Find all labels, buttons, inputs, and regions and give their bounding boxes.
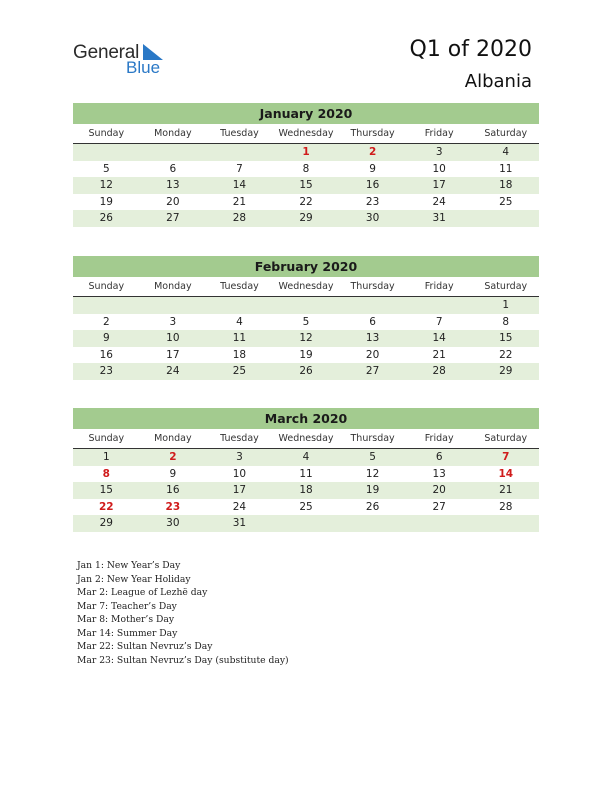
weekday-label: Tuesday — [220, 128, 259, 139]
holiday-entry: Mar 8: Mother’s Day — [77, 614, 175, 625]
day-cell: 11 — [299, 467, 313, 480]
day-cell: 9 — [369, 162, 376, 175]
day-cell: 27 — [432, 500, 446, 513]
week-row — [73, 177, 539, 194]
day-cell: 25 — [232, 365, 247, 378]
weekday-label: Wednesday — [278, 281, 334, 292]
day-cell: 1 — [502, 299, 510, 311]
holiday-entry: Mar 14: Summer Day — [77, 627, 178, 639]
day-cell: 10 — [232, 467, 247, 480]
day-cell: 18 — [499, 179, 513, 192]
day-cell: 28 — [232, 212, 247, 225]
empty-day-cell — [140, 144, 207, 161]
day-cell: 19 — [299, 348, 313, 361]
day-cell: 16 — [166, 484, 180, 497]
day-cell: 13 — [432, 467, 446, 480]
empty-day-cell — [273, 515, 340, 532]
day-cell: 30 — [166, 517, 180, 530]
day-cell: 3 — [435, 146, 443, 158]
empty-day-cell — [206, 144, 273, 161]
weekday-label: Friday — [424, 281, 454, 292]
logo-text-blue: Blue — [126, 58, 161, 77]
holiday-entry: Mar 23: Sultan Nevruz’s Day (substitute day) — [77, 654, 289, 666]
day-cell: 5 — [369, 451, 376, 463]
week-row — [73, 499, 539, 516]
day-cell: 19 — [365, 484, 380, 497]
day-cell: 12 — [299, 332, 313, 345]
logo-text-general: General — [73, 42, 140, 63]
day-cell: 12 — [365, 467, 380, 480]
day-cell: 21 — [232, 195, 247, 208]
day-cell: 10 — [166, 332, 180, 345]
week-row — [73, 330, 539, 347]
day-cell: 22 — [299, 195, 313, 208]
day-cell: 2 — [102, 315, 110, 328]
weekday-label: Sunday — [88, 128, 125, 139]
day-cell: 13 — [166, 179, 180, 192]
weekday-label: Saturday — [484, 281, 528, 292]
day-cell: 1 — [102, 451, 110, 463]
day-cell: 17 — [232, 484, 247, 497]
weekday-label: Saturday — [484, 128, 528, 139]
weekday-label: Monday — [154, 433, 192, 444]
week-row — [73, 449, 539, 466]
month-title: March 2020 — [73, 408, 539, 429]
day-cell: 8 — [102, 467, 110, 480]
week-row — [73, 482, 539, 499]
weekday-label: Tuesday — [220, 433, 259, 444]
day-cell: 4 — [236, 315, 243, 328]
day-cell: 27 — [365, 365, 380, 378]
day-cell: 24 — [432, 195, 446, 208]
day-cell: 2 — [368, 146, 377, 158]
day-cell: 14 — [232, 179, 247, 192]
day-cell: 30 — [365, 212, 380, 225]
weekday-label: Thursday — [350, 433, 395, 444]
week-row — [73, 297, 539, 314]
day-cell: 26 — [99, 212, 113, 225]
day-cell: 27 — [166, 212, 180, 225]
weekday-header-row — [73, 429, 539, 449]
day-cell: 8 — [502, 315, 510, 328]
day-cell: 17 — [166, 348, 180, 361]
week-row — [73, 515, 539, 532]
day-cell: 13 — [365, 332, 380, 345]
day-cell: 15 — [499, 332, 513, 345]
weekday-label: Thursday — [350, 281, 395, 292]
day-cell: 23 — [165, 500, 181, 513]
day-cell: 7 — [435, 315, 443, 328]
week-row — [73, 210, 539, 227]
holiday-entry: Jan 2: New Year Holiday — [77, 573, 191, 585]
month-title: January 2020 — [73, 103, 539, 124]
month-title: February 2020 — [73, 256, 539, 277]
empty-day-cell — [273, 297, 340, 314]
week-row — [73, 314, 539, 331]
day-cell: 29 — [99, 517, 113, 530]
day-cell: 5 — [302, 315, 310, 328]
holiday-entry: Mar 22: Sultan Nevruz’s Day — [77, 641, 213, 652]
weekday-label: Wednesday — [278, 128, 334, 139]
week-row — [73, 194, 539, 211]
empty-day-cell — [140, 297, 207, 314]
day-cell: 24 — [166, 365, 180, 378]
day-cell: 21 — [432, 348, 446, 361]
day-cell: 22 — [98, 500, 114, 513]
day-cell: 16 — [365, 179, 380, 192]
day-cell: 21 — [499, 484, 513, 497]
day-cell: 28 — [499, 500, 513, 513]
weekday-label: Wednesday — [278, 433, 334, 444]
day-cell: 6 — [169, 162, 177, 175]
weekday-label: Monday — [154, 128, 192, 139]
day-cell: 25 — [499, 195, 513, 208]
weekday-label: Sunday — [88, 433, 125, 444]
empty-day-cell — [472, 515, 539, 532]
weekday-label: Monday — [154, 281, 192, 292]
day-cell: 9 — [169, 467, 177, 480]
day-cell: 28 — [432, 365, 446, 378]
day-cell: 20 — [432, 484, 446, 497]
day-cell: 3 — [236, 451, 243, 463]
day-cell: 10 — [432, 162, 446, 175]
week-row — [73, 161, 539, 178]
empty-day-cell — [339, 515, 406, 532]
weekday-label: Friday — [424, 433, 454, 444]
day-cell: 9 — [102, 332, 110, 345]
weekday-header-row — [73, 124, 539, 144]
day-cell: 5 — [102, 162, 110, 175]
day-cell: 19 — [99, 195, 113, 208]
week-row — [73, 363, 539, 380]
day-cell: 15 — [299, 179, 313, 192]
day-cell: 23 — [99, 365, 113, 378]
empty-day-cell — [472, 210, 539, 227]
day-cell: 24 — [232, 500, 247, 513]
day-cell: 26 — [365, 500, 380, 513]
country-name: Albania — [464, 71, 532, 92]
empty-day-cell — [73, 144, 140, 161]
empty-day-cell — [73, 297, 140, 314]
empty-day-cell — [339, 297, 406, 314]
day-cell: 14 — [498, 467, 514, 480]
month-calendar-march — [73, 408, 539, 532]
empty-day-cell — [406, 297, 473, 314]
day-cell: 11 — [499, 162, 513, 175]
day-cell: 3 — [169, 315, 177, 328]
month-calendar-february — [73, 256, 539, 380]
day-cell: 26 — [299, 365, 313, 378]
empty-day-cell — [406, 515, 473, 532]
holiday-entry: Mar 2: League of Lezhë day — [77, 587, 208, 598]
week-row — [73, 466, 539, 483]
day-cell: 17 — [432, 179, 446, 192]
day-cell: 1 — [302, 146, 310, 158]
holiday-list — [77, 559, 289, 667]
brand-logo — [73, 42, 183, 82]
day-cell: 8 — [302, 162, 310, 175]
day-cell: 12 — [99, 179, 113, 192]
page-title: Q1 of 2020 — [409, 37, 532, 62]
day-cell: 22 — [499, 348, 513, 361]
weekday-header-row — [73, 277, 539, 297]
day-cell: 4 — [502, 146, 510, 158]
weekday-label: Thursday — [350, 128, 395, 139]
holiday-entry: Jan 1: New Year’s Day — [77, 560, 181, 571]
day-cell: 29 — [499, 365, 513, 378]
weekday-label: Sunday — [88, 281, 125, 292]
day-cell: 15 — [99, 484, 113, 497]
empty-day-cell — [206, 297, 273, 314]
holiday-entry: Mar 7: Teacher’s Day — [77, 600, 177, 612]
day-cell: 31 — [232, 517, 247, 530]
day-cell: 4 — [302, 451, 310, 463]
week-row — [73, 347, 539, 364]
weekday-label: Saturday — [484, 433, 528, 444]
day-cell: 6 — [435, 451, 443, 463]
day-cell: 6 — [369, 315, 376, 328]
day-cell: 25 — [299, 500, 313, 513]
day-cell: 14 — [432, 332, 446, 345]
day-cell: 31 — [432, 212, 446, 225]
week-row — [73, 144, 539, 161]
day-cell: 18 — [299, 484, 313, 497]
day-cell: 29 — [299, 212, 313, 225]
day-cell: 16 — [99, 348, 113, 361]
day-cell: 23 — [365, 195, 380, 208]
day-cell: 2 — [169, 451, 177, 463]
day-cell: 20 — [166, 195, 180, 208]
weekday-label: Friday — [424, 128, 454, 139]
day-cell: 11 — [232, 332, 247, 345]
weekday-label: Tuesday — [220, 281, 259, 292]
day-cell: 20 — [365, 348, 380, 361]
day-cell: 18 — [232, 348, 247, 361]
month-calendar-january — [73, 103, 539, 227]
day-cell: 7 — [502, 451, 510, 463]
day-cell: 7 — [236, 162, 243, 175]
